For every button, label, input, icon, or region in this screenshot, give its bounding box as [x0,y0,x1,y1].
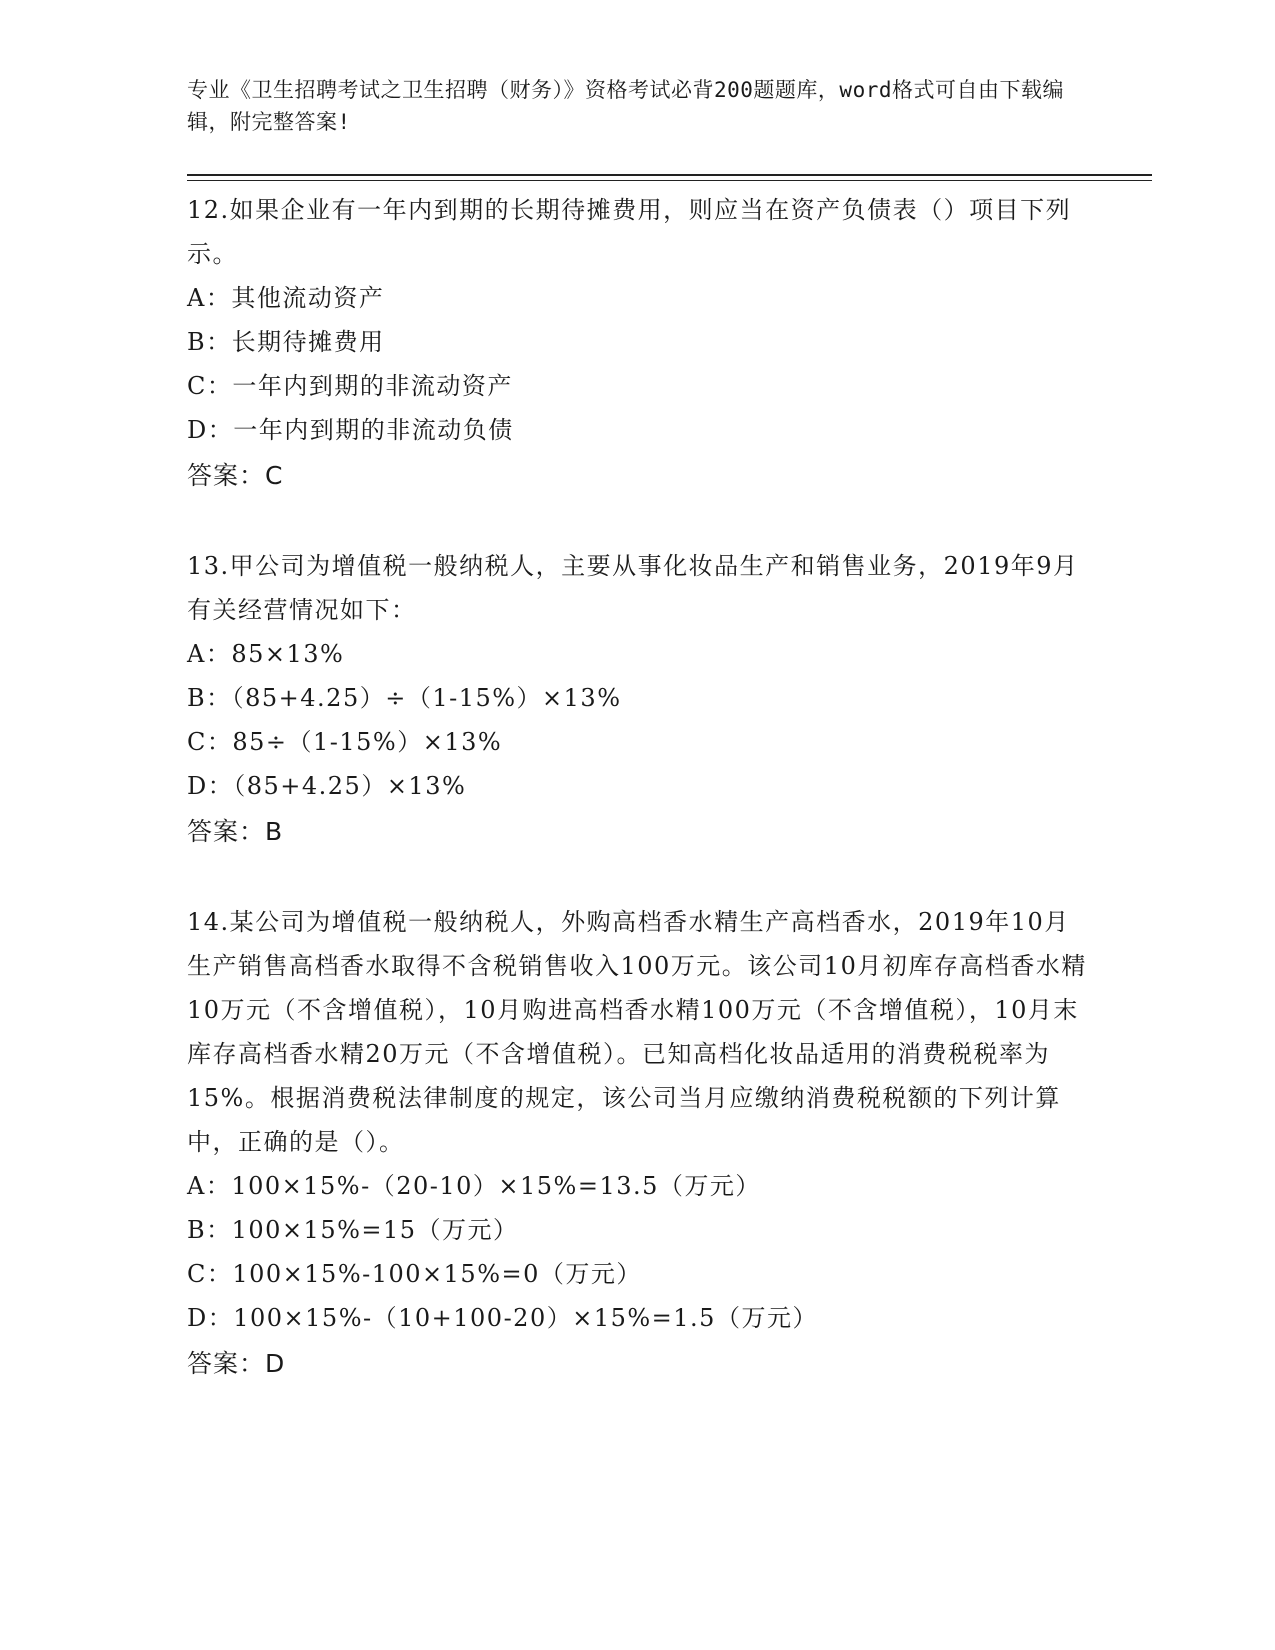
answer-line: 答案：B [187,817,284,846]
option-b: B：长期待摊费用 [187,328,385,356]
question-item-13 [187,544,1087,856]
option-c: C：100×15%-100×15%=0（万元） [187,1260,642,1288]
option-b: B：100×15%=15（万元） [187,1216,519,1244]
option-b: B：（85+4.25）÷（1-15%）×13% [187,684,622,712]
answer-line: 答案：D [187,1349,286,1378]
question-stem: 13.甲公司为增值税一般纳税人，主要从事化妆品生产和销售业务，2019年9月有关经营情况如下： [187,552,1079,624]
option-d: D：100×15%-（10+100-20）×15%=1.5（万元） [187,1304,818,1332]
answer-line: 答案：C [187,461,284,490]
option-a: A：其他流动资产 [187,284,385,312]
question-item-12 [187,188,1087,500]
option-c: C：一年内到期的非流动资产 [187,372,513,400]
option-d: D：一年内到期的非流动负债 [187,416,514,444]
question-list [187,188,1087,1432]
question-item-14 [187,900,1087,1388]
question-stem: 12.如果企业有一年内到期的长期待摊费用，则应当在资产负债表（）项目下列示。 [187,196,1072,268]
option-a: A：100×15%-（20-10）×15%=13.5（万元） [187,1172,761,1200]
header-divider [187,174,1152,181]
option-d: D：（85+4.25）×13% [187,772,467,800]
document-header: 专业《卫生招聘考试之卫生招聘（财务）》资格考试必背200题题库，word格式可自由下载编辑，附完整答案! [187,78,1064,134]
option-a: A：85×13% [187,640,345,668]
question-stem: 14.某公司为增值税一般纳税人，外购高档香水精生产高档香水，2019年10月生产销售高档香水取得不含税销售收入100万元。该公司10月初库存高档香水精10万元（不含增值税），10月购进高档香水精100万元（不含增值税），10月末库存高档香水精20万元（不含增值税）。已知高档化妆品适用的消费税税率为15%。根据消费税法律制度的规定，该公司当月应缴纳消费税税额的下列计算中，正确的是（）。 [187,908,1087,1156]
option-c: C：85÷（1-15%）×13% [187,728,503,756]
